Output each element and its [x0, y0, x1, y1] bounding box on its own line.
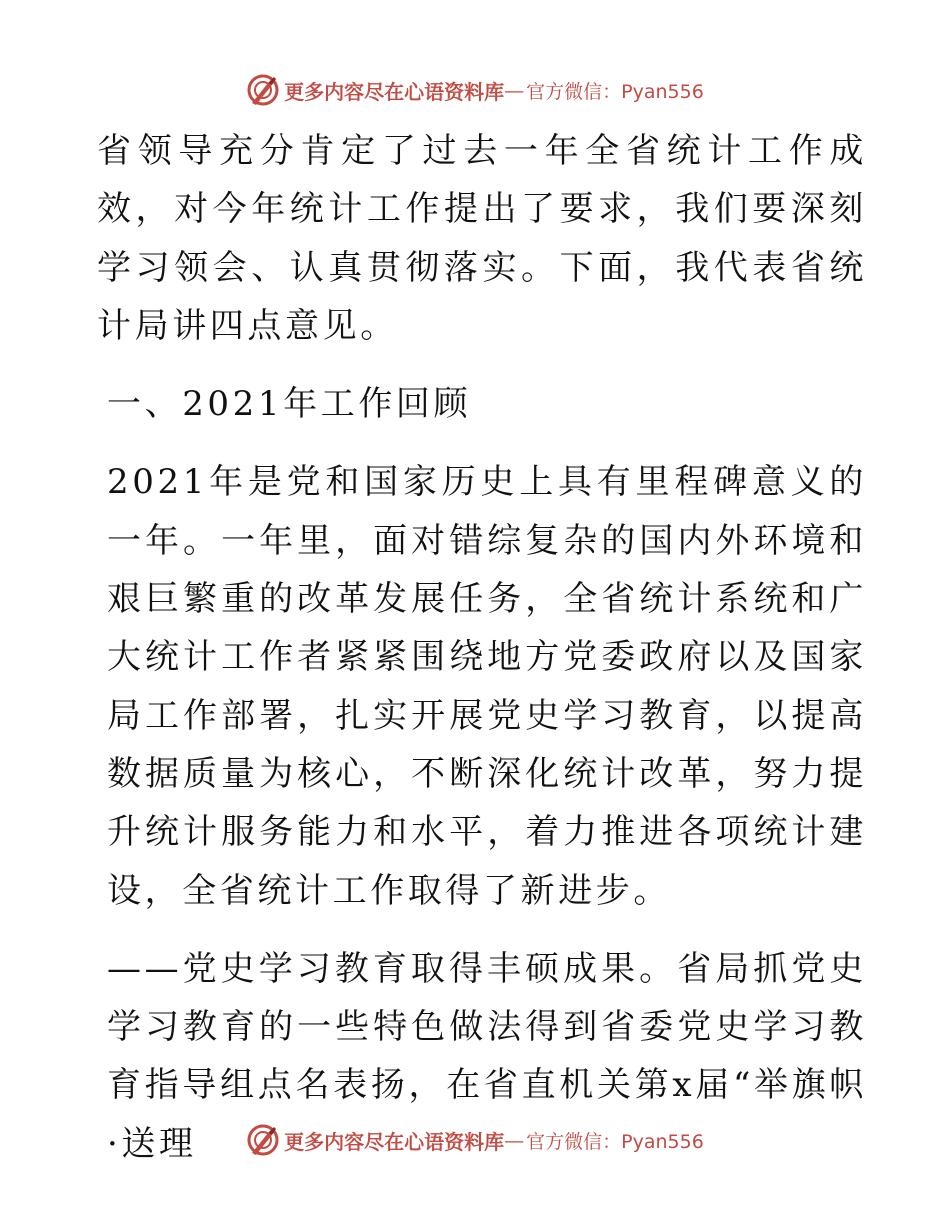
watermark-separator: —: [504, 78, 525, 102]
paragraph-party-history: ——党史学习教育取得丰硕成果。省局抓党史学习教育的一些特色做法得到省委党史学习教育指导组点名表扬，在省直机关第x届“举旗帜·送理: [107, 948, 867, 1164]
paragraph-intro: 省领导充分肯定了过去一年全省统计工作成效，对今年统计工作提出了要求，我们要深刻学习领会、认真贯彻落实。下面，我代表省统计局讲四点意见。: [97, 131, 867, 346]
watermark-site-text: 更多内容尽在心语资料库: [284, 79, 505, 104]
paragraph-review: 2021年是党和国家历史上具有里程碑意义的一年。一年里，面对错综复杂的国内外环境和艰巨繁重的改革发展任务，全省统计系统和广大统计工作者紧紧围绕地方党委政府以及国家局工作部署，扎实开展党史学习教育，以提高数据质量为核心，不断深化统计改革，努力提升统计服务能力和水平，着力推进各项统计建设，全省统计工作取得了新进步。: [107, 462, 867, 911]
watermark-wechat-text: 官方微信：Pyan556: [526, 1130, 704, 1153]
watermark-wechat-text: 官方微信：Pyan556: [526, 80, 704, 103]
section-heading: 一、2021年工作回顾: [107, 384, 472, 425]
document-body: [97, 122, 867, 1173]
watermark-separator: —: [504, 1128, 525, 1152]
header-watermark: [0, 70, 950, 110]
pen-circle-logo-icon: [246, 1123, 280, 1157]
watermark-site-text: 更多内容尽在心语资料库: [284, 1129, 505, 1154]
pen-circle-logo-icon: [246, 73, 280, 107]
footer-watermark: [0, 1120, 950, 1160]
